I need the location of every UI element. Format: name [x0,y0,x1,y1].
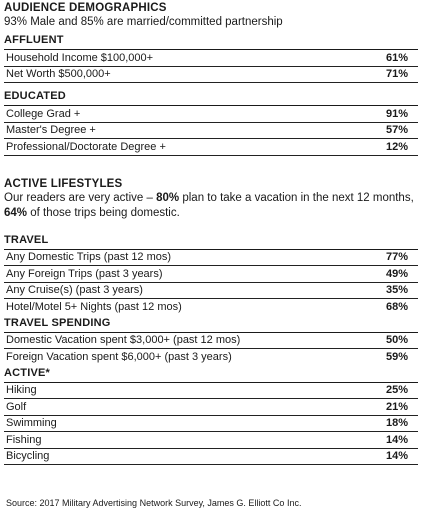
lifestyles-paragraph [4,191,418,221]
source-footnote: Source: 2017 Military Advertising Network Survey, James G. Elliott Co Inc. [6,498,302,508]
row-label: Domestic Vacation spent $3,000+ (past 12 mos) [6,334,241,347]
row-label: Hiking [6,384,37,397]
row-label: Foreign Vacation spent $6,000+ (past 3 years) [6,350,232,363]
table-row [4,123,418,140]
highlight-stat: 80% [156,191,180,204]
table-row [4,67,418,84]
row-value: 21% [385,400,408,413]
row-value: 35% [385,284,408,297]
table-row [4,449,418,466]
section-active [4,367,418,466]
table-row [4,266,418,283]
row-label: Any Cruise(s) (past 3 years) [6,284,143,297]
row-label: College Grad + [6,107,81,120]
row-value: 14% [385,450,408,463]
table-row [4,250,418,267]
row-value: 50% [385,334,408,347]
text-span: Our readers are very active – [4,191,157,204]
section-heading: ACTIVE LIFESTYLES [4,177,123,190]
table-row [4,139,418,156]
row-value: 61% [385,51,408,64]
row-value: 49% [385,267,408,280]
row-label: Any Foreign Trips (past 3 years) [6,267,163,280]
row-label: Hotel/Motel 5+ Nights (past 12 mos) [6,300,182,313]
section-affluent [4,34,418,83]
section-educated [4,90,418,156]
section-travel-spending [4,317,418,365]
section-title: TRAVEL SPENDING [4,317,418,333]
row-value: 14% [385,433,408,446]
row-value: 59% [385,350,408,363]
row-value: 12% [385,140,408,153]
table-row [4,299,418,315]
row-value: 57% [385,124,408,137]
table-row [4,283,418,300]
demographics-sheet [4,0,418,465]
row-value: 71% [385,68,408,81]
page-subtitle: 93% Male and 85% are married/committed partnership [4,16,283,28]
row-label: Golf [6,400,27,413]
page-title: AUDIENCE DEMOGRAPHICS [4,2,167,14]
table-row [4,333,418,350]
row-label: Fishing [6,433,42,446]
table-row [4,416,418,433]
section-title: TRAVEL [4,234,418,250]
row-label: Master's Degree + [6,124,96,137]
row-value: 18% [385,417,408,430]
row-label: Household Income $100,000+ [6,51,154,64]
text-span: plan to take a vacation in the next 12 months, [179,191,414,204]
row-label: Any Domestic Trips (past 12 mos) [6,251,172,264]
row-value: 25% [385,384,408,397]
row-value: 77% [385,251,408,264]
row-value: 91% [385,107,408,120]
table-row [4,50,418,67]
table-row [4,432,418,449]
highlight-stat: 64% [4,206,28,219]
section-title: AFFLUENT [4,34,418,50]
section-travel [4,234,418,315]
section-title: EDUCATED [4,90,418,106]
row-label: Professional/Doctorate Degree + [6,140,166,153]
table-row [4,399,418,416]
text-span: of those trips being domestic. [27,206,180,219]
row-label: Swimming [6,417,57,430]
section-active-lifestyles [4,178,418,221]
table-row [4,383,418,400]
row-label: Net Worth $500,000+ [6,68,111,81]
section-title: ACTIVE* [4,367,418,383]
row-value: 68% [385,300,408,313]
row-label: Bicycling [6,450,50,463]
table-row [4,106,418,123]
table-row [4,349,418,365]
